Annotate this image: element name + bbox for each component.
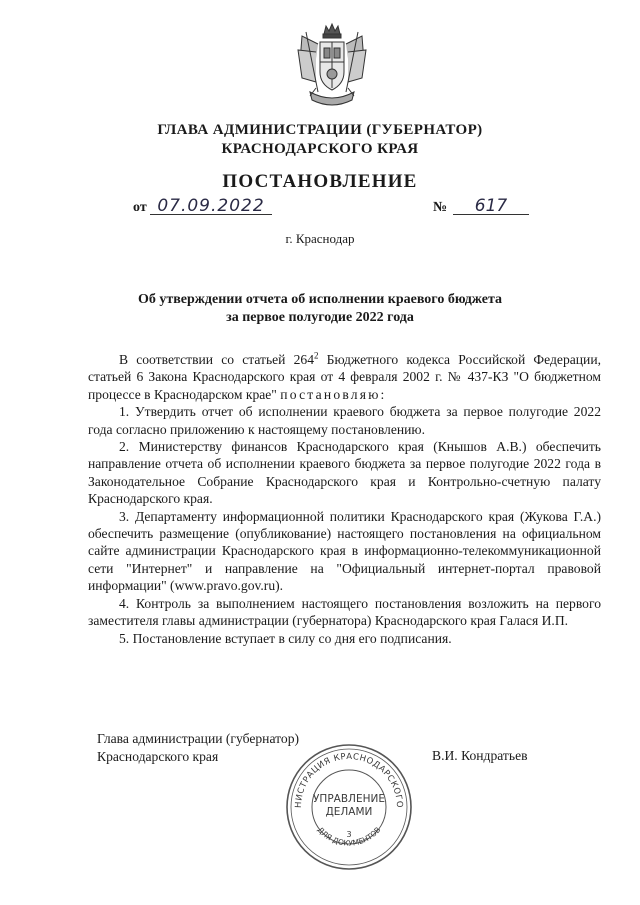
signatory-name: В.И. Кондратьев (432, 748, 528, 763)
krasnodar-coat-of-arms-icon (296, 22, 368, 108)
intro-text-a: В соответствии со статьей 264 (119, 352, 315, 367)
intro-paragraph (88, 351, 601, 403)
official-stamp (283, 741, 415, 873)
number-label: № (433, 200, 448, 215)
stamp-center-number: 3 (346, 830, 352, 839)
paragraph-1: 1. Утвердить отчет об исполнении краевого бюджета за первое полугодие 2022 года согласно приложению к настоящему постановлению. (88, 404, 601, 437)
stamp-bottom-text: ДЛЯ ДОКУМЕНТОВ (315, 825, 383, 848)
paragraph-5: 5. Постановление вступает в силу со дня его подписания. (119, 630, 452, 646)
stamp-ring-text: НИСТРАЦИЯ КРАСНОДАРСКОГО (293, 751, 405, 809)
signatory-title-line-2: Краснодарского края (97, 749, 219, 764)
intro-text-b: Бюджетного кодекса Российской Федерации, статьей 6 Закона Краснодарского края от 4 февраля 2002 г. № 437-КЗ "О бюджетном процессе в Краснодарском крае" (88, 352, 601, 402)
signatory-title (97, 730, 299, 766)
signatory-title-line-1: Глава администрации (губернатор) (97, 731, 300, 746)
date-label: от (133, 200, 147, 215)
subject-line-2: за первое полугодие 2022 года (226, 310, 414, 325)
paragraph-3: 3. Департаменту информационной политики Краснодарского края (Жукова Г.А.) обеспечить размещение (опубликование) настоящего постановления на официальном сайте администрации Краснодарского края в информационно-телекоммуникационной сети "Интернет" и направление на "Официальный интернет-портал правовой информации" (www.pravo.gov.ru). (88, 508, 601, 594)
subject-line-1: Об утверждении отчета об исполнении краевого бюджета (137, 292, 503, 307)
document-body (88, 351, 601, 647)
paragraph-2: 2. Министерству финансов Краснодарского края (Кнышов А.В.) обеспечить направление отчета об исполнении краевого бюджета за первое полугодие 2022 года в Законодательное Собрание Краснодарского края и Контрольно-счетную палату Краснодарского края. (88, 439, 601, 507)
issuer-line-2: КРАСНОДАРСКОГО КРАЯ (221, 141, 419, 157)
date-value: 07.09.2022 (150, 196, 272, 215)
issuer-line-1: ГЛАВА АДМИНИСТРАЦИИ (ГУБЕРНАТОР) (157, 122, 483, 138)
stamp-center-line-1: УПРАВЛЕНИЕ (313, 793, 385, 805)
intro-resolve: постановляю: (280, 386, 387, 402)
paragraph-4: 4. Контроль за выполнением настоящего постановления возложить на первого заместителя главы администрации (губернатора) Краснодарского края Галася И.П. (88, 595, 601, 629)
intro-superscript: 2 (314, 350, 319, 361)
document-type: ПОСТАНОВЛЕНИЕ (222, 171, 418, 192)
number-value: 617 (453, 196, 529, 215)
city: г. Краснодар (285, 231, 355, 246)
subject-title (0, 291, 640, 327)
stamp-center-line-2: ДЕЛАМИ (325, 806, 373, 818)
